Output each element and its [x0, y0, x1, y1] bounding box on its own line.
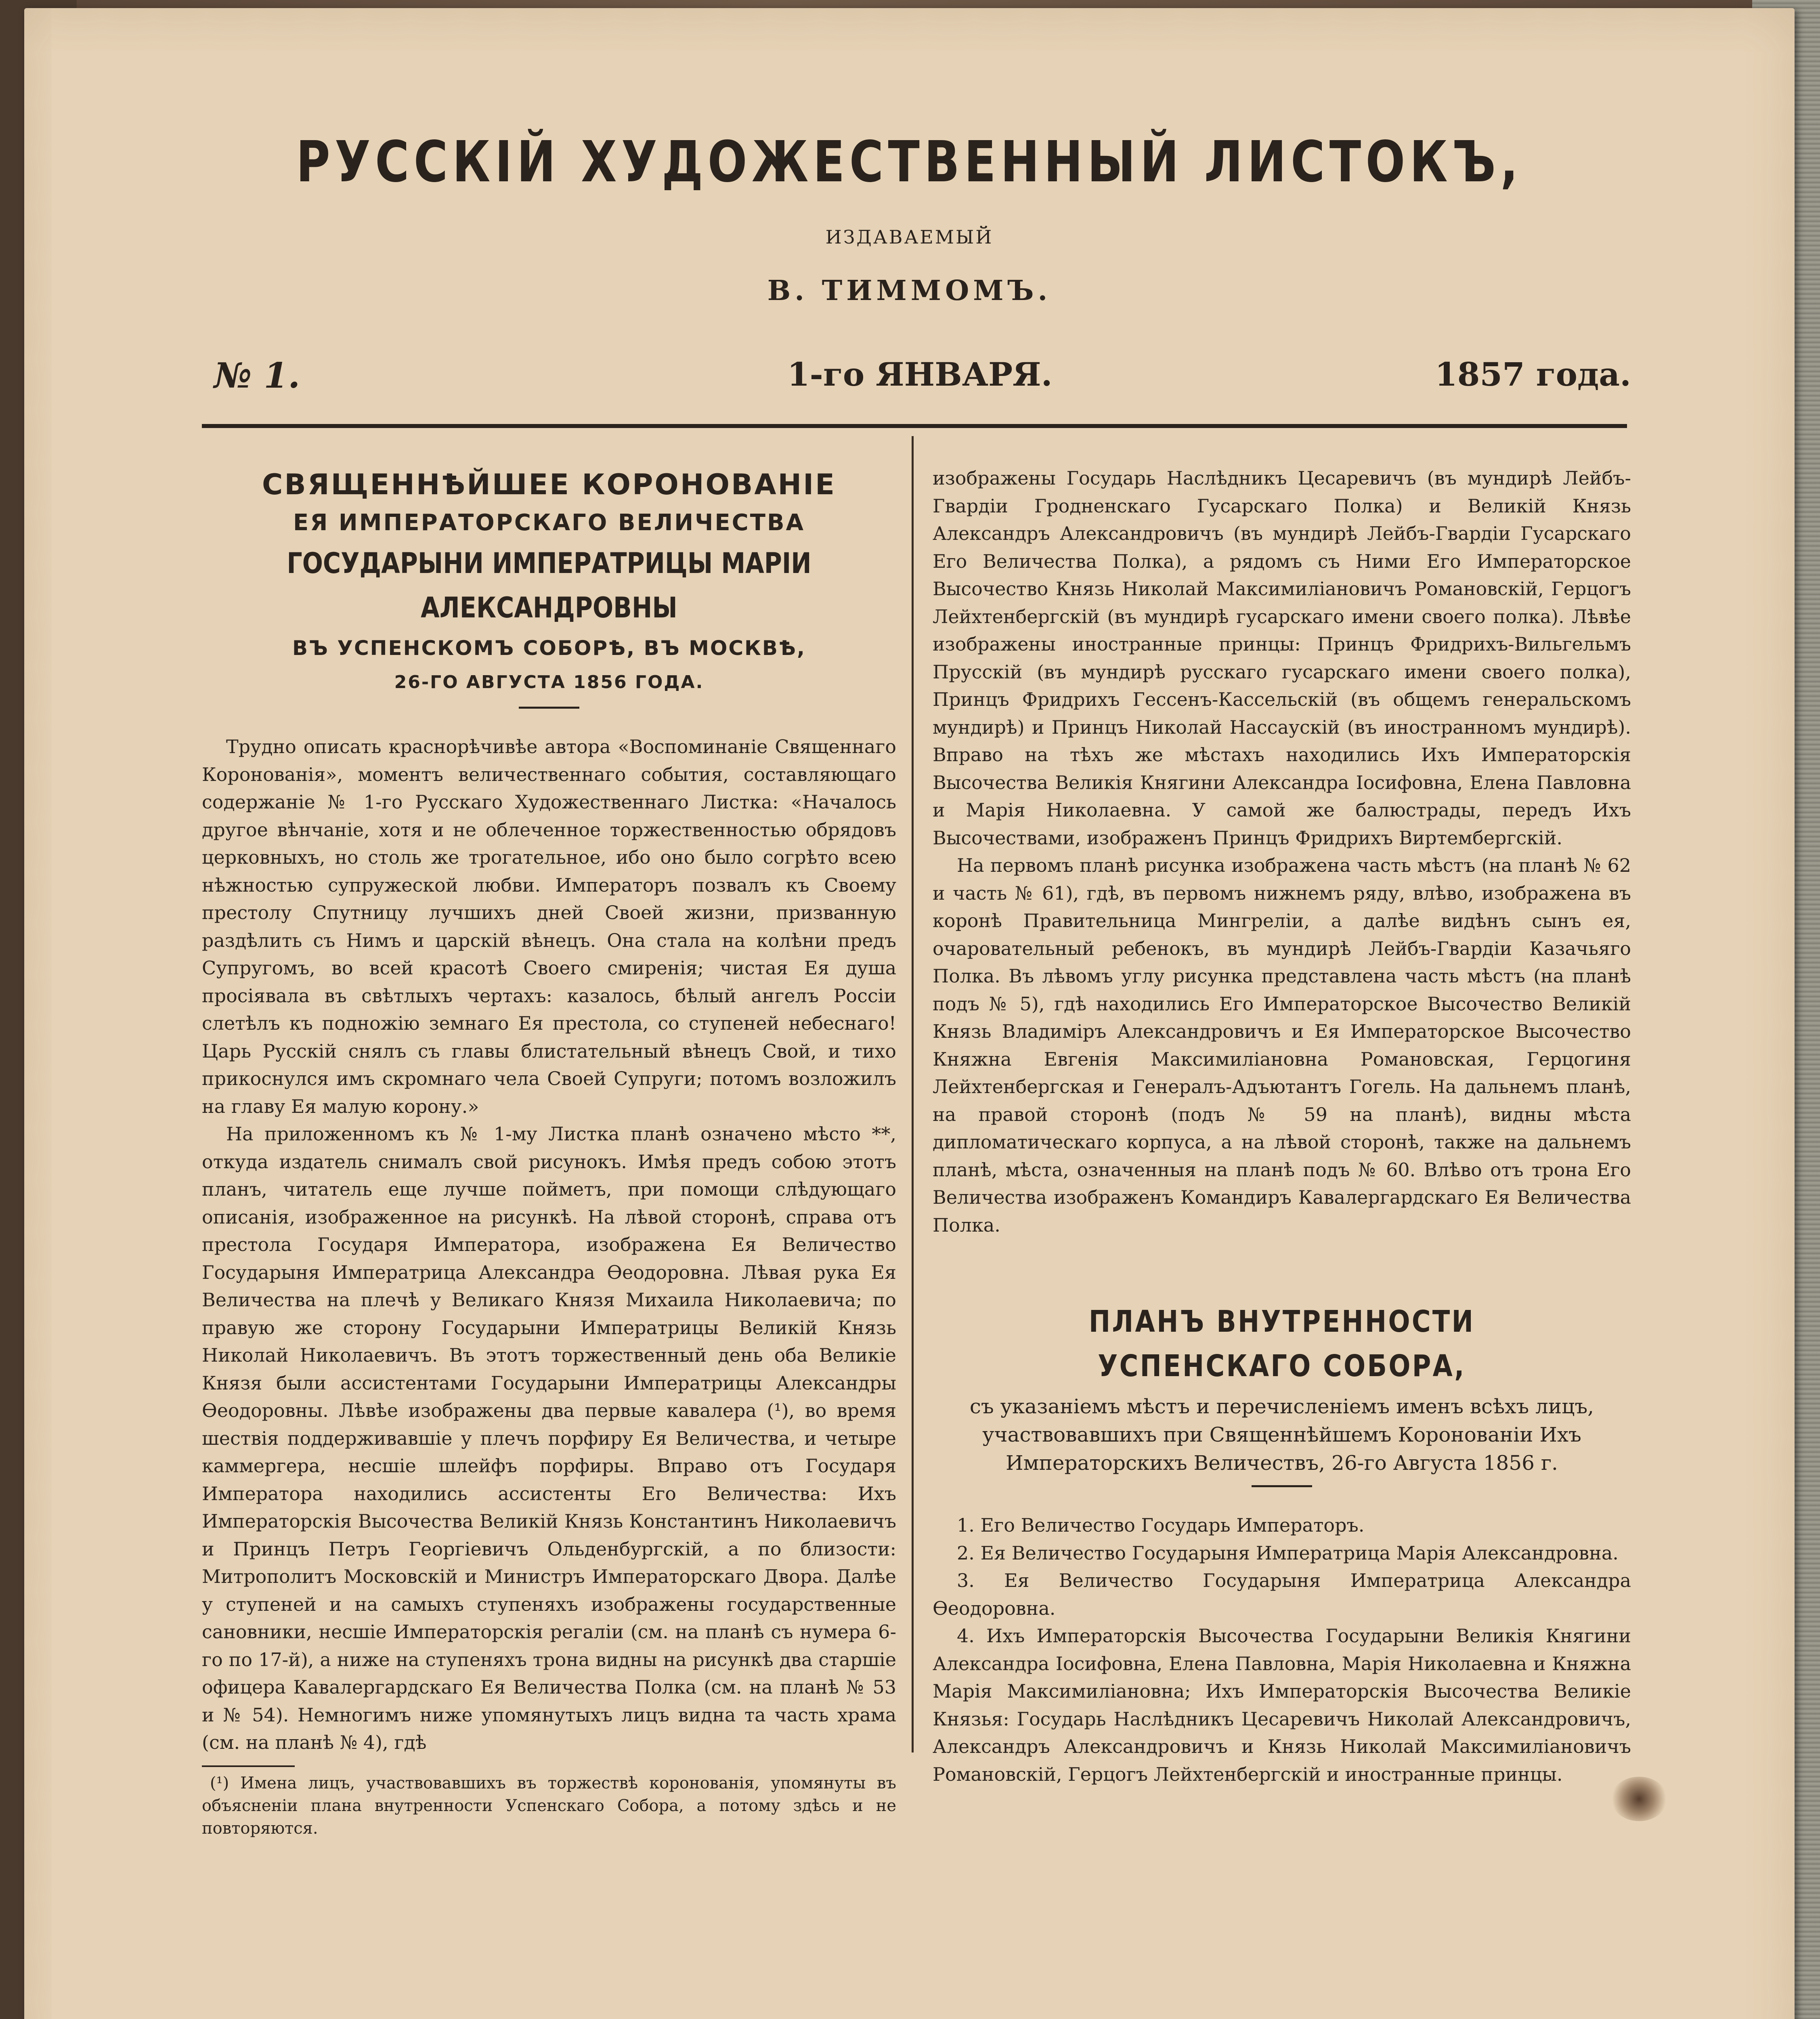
article-title-line-4: ВЪ УСПЕНСКОМЪ СОБОРѢ, ВЪ МОСКВѢ,: [292, 636, 806, 660]
column-divider: [912, 436, 914, 1752]
plan-item-3: 3. Ея Величество Государыня Императрица Александра Ѳеодоровна.: [933, 1570, 1631, 1619]
plan-rule: [1252, 1485, 1312, 1487]
article-title-line-3: ГОСУДАРЫНИ ИМПЕРАТРИЦЫ МАРІИ АЛЕКСАНДРОВНЫ: [287, 547, 811, 624]
plan-item-2: 2. Ея Величество Государыня Императрица Марія Александровна.: [957, 1542, 1619, 1564]
plan-subtitle: съ указаніемъ мѣстъ и перечисленіемъ именъ всѣхъ лицъ, участвовавшихъ при Священнѣйшемъ Коронованіи Ихъ Императорскихъ Величествъ, 26-го Августа 1856 г.: [969, 1395, 1594, 1475]
title-rule: [519, 707, 579, 709]
article-paragraph-3: изображены Государь Наслѣдникъ Цесаревичъ (въ мундирѣ Лейбъ-Гвардіи Гродненскаго Гусарскаго Полка) и Великій Князь Александръ Александровичъ (въ мундирѣ Лейбъ-Гвардіи Гусарскаго Его Величества Полка), а рядомъ съ Ними Его Императорское Высочество Князь Николай Максимиліановичъ Романовскій, Герцогъ Лейхтенбергскій (въ мундирѣ гусарскаго имени своего полка). Лѣвѣе изображены иностранные принцы: Принцъ Фридрихъ-Вильгельмъ Прусскій (въ мундирѣ русскаго гусарскаго имени своего полка), Принцъ Фридрихъ Гессенъ-Кассельскій (въ общемъ генеральскомъ мундирѣ) и Принцъ Николай Нассаускій (въ иностранномъ мундирѣ). Вправо на тѣхъ же мѣстахъ находились Ихъ Императорскія Высочества Великія Княгини Александра Іосифовна, Елена Павловна и Марія Николаевна. У самой же балюстрады, передъ Ихъ Высочествами, изображенъ Принцъ Фридрихъ Виртембергскій.: [933, 467, 1631, 849]
footnote: (¹) Имена лицъ, участвовавшихъ въ торжествѣ коронованія, упомянуты въ объясненіи плана внутренности Успенскаго Собора, а потому здѣсь и не повторяются.: [202, 1773, 896, 1838]
article-paragraph-4: На первомъ планѣ рисунка изображена часть мѣстъ (на планѣ № 62 и часть № 61), гдѣ, въ первомъ нижнемъ ряду, влѣво, изображена въ коронѣ Правительница Мингреліи, а далѣе видѣнъ сынъ ея, очаровательный ребенокъ, въ мундирѣ Лейбъ-Гвардіи Казачьяго Полка. Въ лѣвомъ углу рисунка представлена часть мѣстъ (на планѣ подъ № 5), гдѣ находились Его Императорское Высочество Великій Князь Владиміръ Александровичъ и Ея Императорское Высочество Княжна Евгенія Максимиліановна Романовская, Герцогиня Лейхтенбергская и Генералъ-Адъютантъ Гогель. На дальнемъ планѣ, на правой сторонѣ (подъ № 59 на планѣ), видны мѣста дипломатическаго корпуса, а на лѣвой сторонѣ, также на дальнемъ планѣ, мѣста, означенныя на планѣ подъ № 60. Влѣво отъ трона Его Величества изображенъ Командиръ Кавалергардскаго Ея Величества Полка.: [933, 854, 1631, 1236]
left-column: [202, 464, 896, 1840]
issue-year: 1857 года.: [1435, 355, 1631, 393]
publisher-intro: ИЗДАВАЕМЫЙ: [825, 226, 994, 248]
article-paragraph-2: На приложенномъ къ № 1-му Листка планѣ означено мѣсто **, откуда издатель снималъ свой рисунокъ. Имѣя предъ собою этотъ планъ, читатель еще лучше пойметъ, при помощи слѣдующаго описанія, изображенное на рисункѣ. На лѣвой сторонѣ, справа отъ престола Государя Императора, изображена Ея Величество Государыня Императрица Александра Ѳеодоровна. Лѣвая рука Ея Величества на плечѣ у Великаго Князя Михаила Николаевича; по правую же сторону Государыни Императрицы Великій Князь Николай Николаевичъ. Въ этотъ торжественный день оба Великіе Князя были ассистентами Государыни Императрицы Александры Ѳеодоровны. Лѣвѣе изображены два первые кавалера (¹), во время шествія поддерживавшіе у плечъ порфиру Ея Величества, и четыре каммергера, несшіе шлейфъ порфиры. Вправо отъ Государя Императора находились ассистенты Его Величества: Ихъ Императорскія Высочества Великій Князь Константинъ Николаевичъ и Принцъ Петръ Георгіевичъ Ольденбургскій, а по близости: Митрополитъ Московскій и Министръ Императорскаго Двора. Далѣе у ступеней и на самыхъ ступеняхъ изображены государственные сановники, несшіе Императорскія регаліи (см. на планѣ съ нумера 6-го по 17-й), а ниже на ступеняхъ трона видны на рисункѣ два старшіе офицера Кавалергардскаго Ея Величества Полка (см. на планѣ № 53 и № 54). Немногимъ ниже упомянутыхъ лицъ видна та часть храма (см. на планѣ № 4), гдѣ: [202, 1123, 896, 1753]
article-paragraph-1: Трудно описать краснорѣчивѣе автора «Воспоминаніе Священнаго Коронованія», моментъ величественнаго события, составляющаго содержаніе № 1-го Русскаго Художественнаго Листка: «Началось другое вѣнчаніе, хотя и не облеченное торжественностью обрядовъ церковныхъ, но столь же трогательное, ибо оно было согрѣто всею нѣжностью супружеской любви. Императоръ позвалъ къ Своему престолу Спутницу лучшихъ дней Своей жизни, призванную раздѣлить съ Нимъ и царскій вѣнецъ. Она стала на колѣни предъ Супругомъ, во всей красотѣ Своего смиренія; чистая Ея душа просіявала въ свѣтлыхъ чертахъ: казалось, бѣлый ангелъ Россіи слетѣлъ къ подножію земнаго Ея престола, со ступеней небеснаго! Царь Русскій снялъ съ главы блистательный вѣнецъ Свой, и тихо прикоснулся имъ скромнаго чела Своей Супруги; потомъ возложилъ на главу Ея малую корону.»: [202, 736, 896, 1117]
issue-date: 1-го ЯНВАРЯ.: [787, 355, 1053, 393]
masthead-rule: [202, 424, 1627, 428]
issue-row: [214, 355, 1631, 400]
article-title-line-5: 26-ГО АВГУСТА 1856 ГОДА.: [394, 672, 704, 693]
masthead-title: РУССКІЙ ХУДОЖЕСТВЕННЫЙ ЛИСТОКЪ,: [296, 129, 1523, 195]
issue-number: № 1.: [214, 355, 300, 396]
publisher-name: В. ТИММОМЪ.: [767, 275, 1052, 307]
plan-title: ПЛАНЪ ВНУТРЕННОСТИ УСПЕНСКАГО СОБОРА,: [1088, 1304, 1475, 1383]
newspaper-page: [24, 8, 1795, 2019]
plan-list: [933, 1511, 1631, 1788]
footnote-rule: [202, 1765, 295, 1767]
article-title-line-1: СВЯЩЕННѢЙШЕЕ КОРОНОВАНІЕ: [262, 468, 836, 501]
right-column: [933, 464, 1631, 1788]
plan-item-4: 4. Ихъ Императорскія Высочества Государыни Великія Княгини Александра Іосифовна, Елена Павловна, Марія Николаевна и Княжна Марія Максимиліановна; Ихъ Императорскія Высочества Великіе Князья: Государь Наслѣдникъ Цесаревичъ Николай Александровичъ, Александръ Александровичъ и Князь Николай Максимиліановичъ Романовскій, Герцогъ Лейхтенбергскій и иностранные принцы.: [933, 1625, 1631, 1785]
article-title-line-2: ЕЯ ИМПЕРАТОРСКАГО ВЕЛИЧЕСТВА: [293, 510, 805, 536]
plan-item-1: 1. Его Величество Государь Императоръ.: [957, 1514, 1365, 1536]
